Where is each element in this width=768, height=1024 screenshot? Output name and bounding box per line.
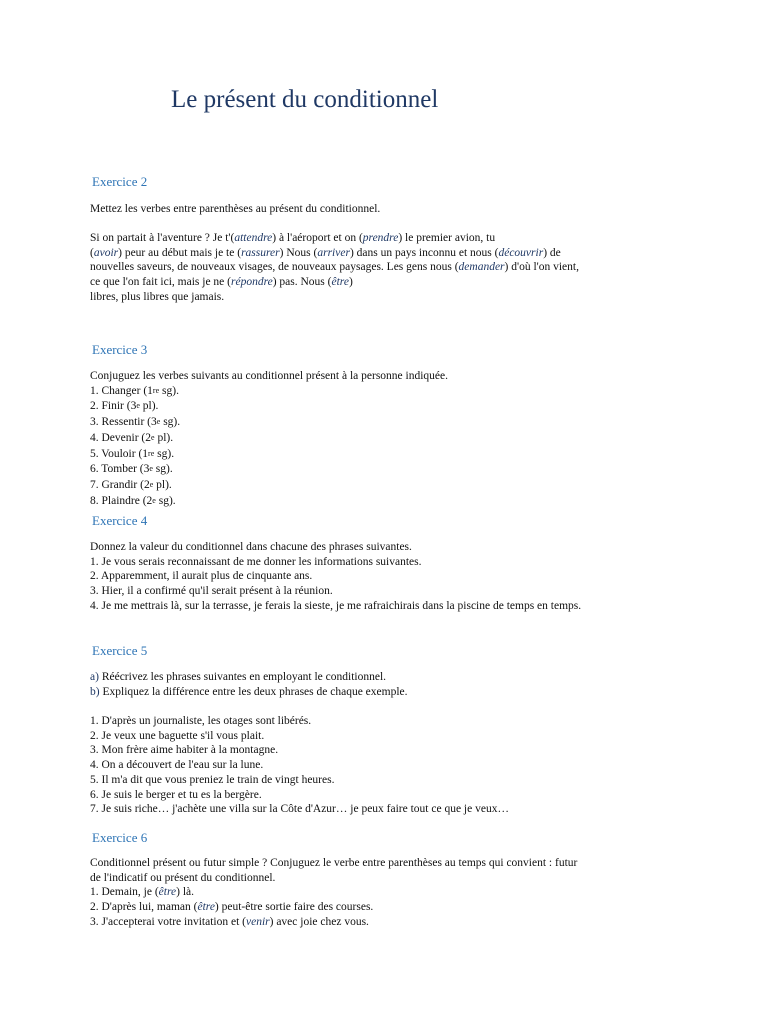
paragraph-line-3: nouvelles saveurs, de nouveaux visages, de nouveaux paysages. Les gens nous (demander) d'où l'on vient, [90, 261, 579, 274]
verb-arriver: arriver [317, 246, 350, 259]
verb-etre: être [197, 901, 215, 914]
instruction-line-1: Conditionnel présent ou futur simple ? Conjuguez le verbe entre parenthèses au temps qui convient : futur [90, 857, 578, 869]
paragraph-line-1: Si on partait à l'aventure ? Je t'(attendre) à l'aéroport et on (prendre) le premier avion, tu [90, 232, 496, 244]
page-title: Le présent du conditionnel [171, 86, 439, 113]
instruction-text: Donnez la valeur du conditionnel dans chacune des phrases suivantes. [90, 541, 412, 553]
exercise-4-body [90, 540, 686, 614]
paragraph-line-2: (avoir) peur au début mais je te (rassurer) Nous (arriver) dans un pays inconnu et nous (découvrir) de [90, 246, 561, 259]
exercise-5-instructions [90, 670, 686, 699]
exercise-2-heading: Exercice 2 [92, 174, 148, 189]
list-item: 2. Apparemment, il aurait plus de cinquante ans. [90, 570, 313, 583]
list-item: 2. Finir ($3_e$ pl). [90, 400, 159, 413]
verb-repondre: répondre [230, 276, 273, 289]
exercise-4-list [90, 555, 686, 614]
instruction-text: Mettez les verbes entre parenthèses au présent du conditionnel. [90, 203, 381, 215]
verb-demander: demander [458, 261, 505, 274]
verb-venir: venir [245, 915, 270, 928]
verb-etre: être [331, 276, 349, 289]
list-item: 8. Plaindre ($2_e$ sg). [90, 494, 176, 507]
list-item: 4. Je me mettrais là, sur la terrasse, je ferais la sieste, je me rafraichirais dans la piscine de temps en temps. [90, 599, 582, 612]
exercise-2-paragraph [90, 231, 686, 305]
list-item: 6. Je suis le berger et tu es la bergère. [90, 788, 262, 801]
list-item: 3. Hier, il a confirmé qu'il serait présent à la réunion. [90, 585, 333, 598]
list-item: 6. Tomber ($3_e$ sg). [90, 463, 173, 476]
list-item: 1. D'après un journaliste, les otages sont libérés. [90, 715, 312, 727]
letter-b: b) [90, 685, 100, 698]
list-item: 4. Devenir ($2_e$ pl). [90, 431, 174, 444]
verb-prendre: prendre [362, 232, 399, 244]
exercise-6-heading: Exercice 6 [92, 830, 148, 845]
exercise-5-list [90, 714, 686, 817]
list-item: 3. J'accepterai votre invitation et (venir) avec joie chez vous. [90, 915, 369, 928]
instruction-text: Conjuguez les verbes suivants au conditionnel présent à la personne indiquée. [90, 370, 448, 382]
list-item: 7. Grandir ($2_e$ pl). [90, 478, 172, 491]
list-item: 1. Je vous serais reconnaissant de me donner les informations suivantes. [90, 555, 422, 568]
exercise-4-heading: Exercice 4 [92, 513, 148, 528]
exercise-3-list [90, 384, 686, 510]
list-item: 5. Vouloir ($1_{re}$ sg). [90, 447, 175, 460]
list-item: 3. Mon frère aime habiter à la montagne. [90, 744, 279, 757]
list-item: 2. D'après lui, maman (être) peut-être sortie faire des courses. [90, 901, 374, 914]
paragraph-line-4: ce que l'on fait ici, mais je ne (répondre) pas. Nous (être) [90, 276, 353, 289]
list-item: 1. Changer ($1_{re}$ sg). [90, 384, 179, 397]
list-item: 7. Je suis riche… j'achète une villa sur la Côte d'Azur… je peux faire tout ce que je veux… [90, 803, 509, 816]
exercise-6-body [90, 856, 686, 930]
list-item: 3. Ressentir ($3_e$ sg). [90, 416, 181, 429]
verb-decouvrir: découvrir [498, 246, 544, 259]
letter-a: a) [90, 671, 99, 683]
exercise-3-body [90, 369, 686, 509]
list-item: 1. Demain, je (être) là. [90, 886, 195, 899]
list-item: 5. Il m'a dit que vous preniez le train de vingt heures. [90, 773, 335, 786]
list-item: 2. Je veux une baguette s'il vous plait. [90, 729, 265, 742]
instruction-a: a) Réécrivez les phrases suivantes en employant le conditionnel. [90, 671, 387, 683]
instruction-b: b) Expliquez la différence entre les deux phrases de chaque exemple. [90, 685, 408, 698]
verb-etre: être [158, 886, 177, 899]
list-item: 4. On a découvert de l'eau sur la lune. [90, 759, 264, 772]
exercise-5-heading: Exercice 5 [92, 643, 148, 658]
verb-attendre: attendre [234, 232, 273, 244]
verb-avoir: avoir [93, 246, 119, 259]
instruction-line-2: de l'indicatif ou présent du conditionnel. [90, 871, 276, 884]
exercise-5-body [90, 714, 686, 817]
paragraph-line-5: libres, plus libres que jamais. [90, 290, 225, 303]
exercise-2-instruction [90, 202, 686, 217]
exercise-3-heading: Exercice 3 [92, 342, 148, 357]
verb-rassurer: rassurer [241, 246, 280, 259]
